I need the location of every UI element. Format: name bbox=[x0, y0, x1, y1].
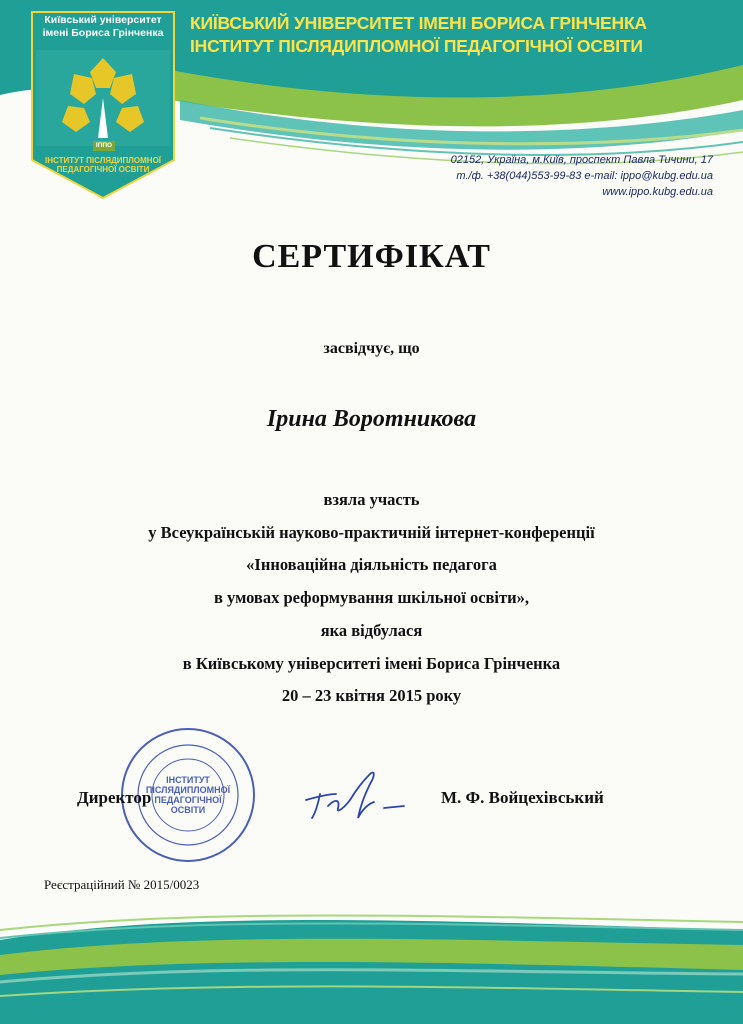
body-line: в Київському університеті імені Бориса Грінченка bbox=[182, 653, 561, 673]
certificate-body bbox=[20, 484, 723, 713]
header-title bbox=[190, 12, 735, 58]
certificate-title: СЕРТИФІКАТ bbox=[252, 238, 491, 275]
director-signature bbox=[300, 760, 420, 830]
body-line: у Всеукраїнській науково-практичній інтернет-конференції bbox=[148, 522, 595, 542]
address: 02152, Україна, м.Київ, проспект Павла Тичини, 17 bbox=[450, 154, 713, 166]
phone-email: т./ф. +38(044)553-99-83 e-mail: ippo@kubg.edu.ua bbox=[456, 170, 713, 182]
certifies-text: засвідчує, що bbox=[323, 340, 420, 357]
footer-wave-background bbox=[0, 900, 743, 1024]
director-label: Директор bbox=[77, 788, 152, 807]
contact-info bbox=[293, 152, 713, 200]
director-name: М. Ф. Войцехівський bbox=[441, 788, 604, 807]
institute-name: ІНСТИТУТ ПІСЛЯДИПЛОМНОЇ ПЕДАГОГІЧНОЇ ОСВІТИ bbox=[190, 36, 643, 56]
logo-ippo-tag: ІППО bbox=[93, 141, 115, 151]
stamp-text: ІНСТИТУТ ПІСЛЯДИПЛОМНОЇ ПЕДАГОГІЧНОЇ ОСВІТИ bbox=[145, 775, 231, 815]
body-line: яка відбулася bbox=[320, 620, 423, 640]
body-line: взяла участь bbox=[323, 490, 420, 509]
body-line: в умовах реформування шкільної освіти», bbox=[214, 588, 529, 608]
body-line: «Інноваційна діяльність педагога bbox=[246, 555, 497, 575]
logo-university-text: Київський університет імені Бориса Грінченка bbox=[42, 14, 164, 39]
registration-number: Реєстраційний № 2015/0023 bbox=[44, 877, 200, 892]
university-name: КИЇВСЬКИЙ УНІВЕРСИТЕТ ІМЕНІ БОРИСА ГРІНЧЕНКА bbox=[190, 13, 647, 33]
logo-institute-text: ІНСТИТУТ ПІСЛЯДИПЛОМНОЇ ПЕДАГОГІЧНОЇ ОСВІТИ bbox=[44, 156, 161, 174]
body-line: 20 – 23 квітня 2015 року bbox=[281, 686, 462, 706]
university-logo bbox=[30, 10, 176, 200]
website: www.ippo.kubg.edu.ua bbox=[602, 186, 713, 198]
recipient-name: Ірина Воротникова bbox=[266, 406, 477, 432]
